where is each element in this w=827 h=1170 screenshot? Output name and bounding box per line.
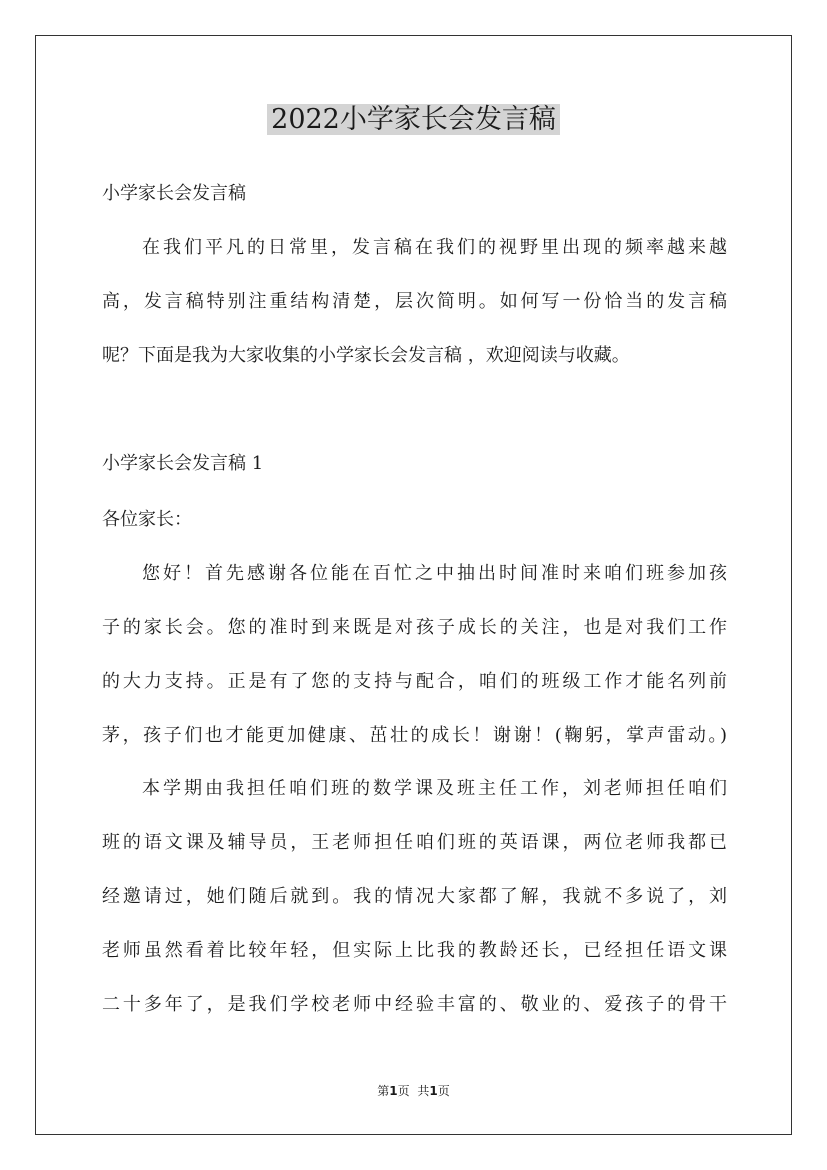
document-title-text: 2022小学家长会发言稿 [267,104,560,135]
page-footer [0,1083,827,1099]
salutation: 各位家长： [102,509,192,530]
page-suffix: 页 [397,1084,410,1098]
total-suffix: 页 [437,1084,450,1098]
paragraph-line: 班的语文课及辅导员，王老师担任咱们班的英语课，两位老师我都已 [102,832,727,853]
paragraph-line: 二十多年了，是我们学校老师中经验丰富的、敬业的、爱孩子的骨干 [102,994,727,1015]
paragraph-line: 您好！首先感谢各位能在百忙之中抽出时间准时来咱们班参加孩 [142,563,727,584]
document-title [0,100,827,140]
total-pages: 1 [429,1084,438,1098]
section-heading-intro: 小学家长会发言稿 [102,183,246,204]
paragraph-line: 高，发言稿特别注重结构清楚，层次简明。如何写一份恰当的发言稿 [102,291,727,312]
paragraph-line: 的大力支持。正是有了您的支持与配合，咱们的班级工作才能名列前 [102,671,727,692]
page-number: 1 [389,1084,398,1098]
paragraph-line: 本学期由我担任咱们班的数学课及班主任工作，刘老师担任咱们 [142,778,727,799]
section-heading-speech-1: 小学家长会发言稿 1 [102,453,264,474]
paragraph-line: 经邀请过，她们随后就到。我的情况大家都了解，我就不多说了，刘 [102,886,727,907]
paragraph-line: 茅，孩子们也才能更加健康、茁壮的成长！谢谢！(鞠躬，掌声雷动。) [102,725,727,746]
paragraph-line: 呢？下面是我为大家收集的小学家长会发言稿 ，欢迎阅读与收藏。 [102,345,630,366]
total-prefix: 共 [417,1084,430,1098]
paragraph-line: 老师虽然看着比较年轻，但实际上比我的教龄还长，已经担任语文课 [102,940,727,961]
paragraph-line: 在我们平凡的日常里，发言稿在我们的视野里出现的频率越来越 [142,237,727,258]
page-prefix: 第 [377,1084,390,1098]
paragraph-line: 子的家长会。您的准时到来既是对孩子成长的关注，也是对我们工作 [102,617,727,638]
